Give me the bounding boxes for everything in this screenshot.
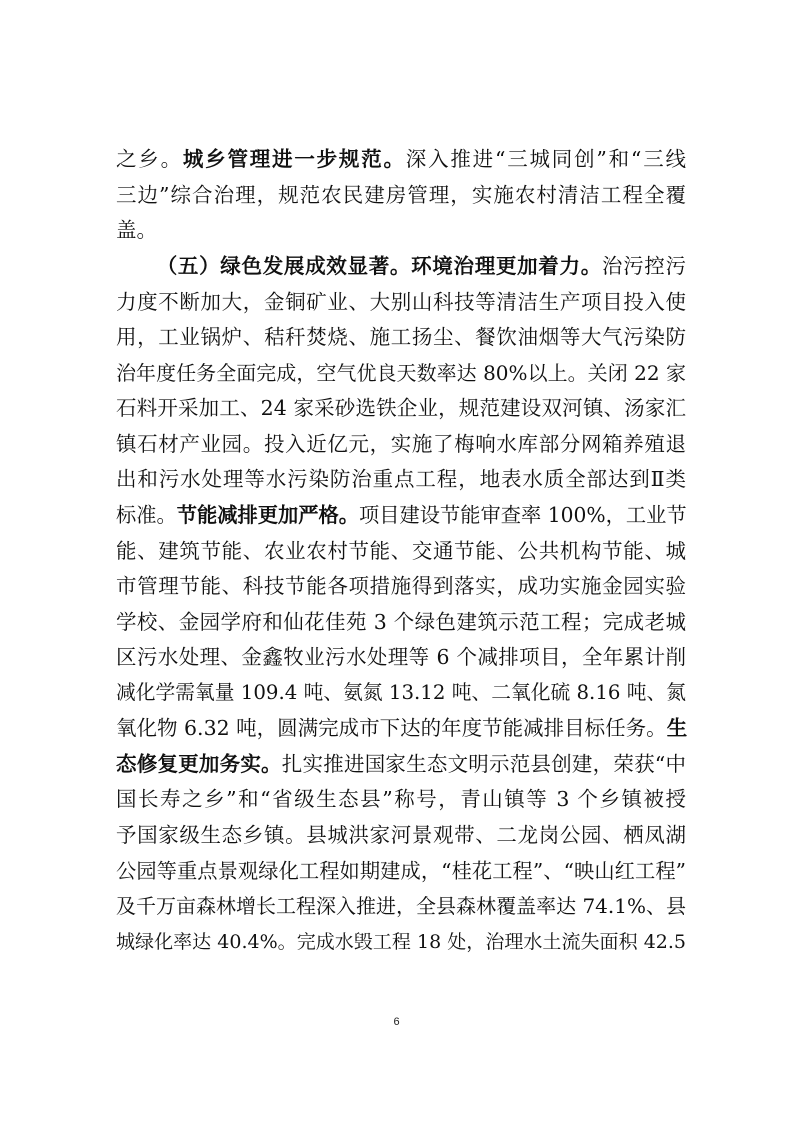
bold-heading-urban-rural-management: 城乡管理进一步规范。: [182, 147, 406, 171]
text-line: 氧化物 6.32 吨，圆满完成市下达的年度节能减排目标任务。生: [116, 716, 688, 740]
text-line: 学校、金园学府和仙花佳苑 3 个绿色建筑示范工程；完成老城: [116, 610, 686, 634]
text-line: 予国家级生态乡镇。县城洪家河景观带、二龙岗公园、栖凤湖: [116, 823, 686, 847]
bold-heading-eco-restoration-start: 生: [666, 716, 688, 740]
page-number: 6: [393, 1016, 400, 1028]
text-line: 之乡。城乡管理进一步规范。深入推进“三城同创”和“三线: [116, 147, 686, 171]
bold-heading-energy-saving: 节能减排更加严格。: [176, 503, 360, 527]
text-line: 城绿化率达 40.4%。完成水毁工程 18 处，治理水土流失面积 42.5: [116, 931, 686, 953]
text-line: 用，工业锅炉、秸秆焚烧、施工扬尘、餐饮油烟等大气污染防: [116, 325, 686, 349]
text-line: 三边”综合治理，规范农民建房管理，实施农村清洁工程全覆: [116, 183, 686, 207]
text-line: 力度不断加大，金铜矿业、大别山科技等清洁生产项目投入使: [116, 290, 686, 314]
text-line: 标准。节能减排更加严格。项目建设节能审查率 100%，工业节: [116, 503, 687, 527]
text-line: 治年度任务全面完成，空气优良天数率达 80%以上。关闭 22 家: [116, 361, 686, 385]
text-line: 国长寿之乡”和“省级生态县”称号，青山镇等 3 个乡镇被授: [116, 787, 686, 811]
text-line: 减化学需氧量 109.4 吨、氨氮 13.12 吨、二氧化硫 8.16 吨、氮: [116, 681, 686, 704]
text-line: 出和污水处理等水污染防治重点工程，地表水质全部达到Ⅱ类: [116, 467, 686, 491]
bold-heading-eco-restoration: 态修复更加务实。: [116, 752, 282, 776]
text-line: 市管理节能、科技节能各项措施得到落实，成功实施金园实验: [116, 574, 686, 598]
text-line: 能、建筑节能、农业农村节能、交通节能、公共机构节能、城: [116, 539, 686, 563]
text-line: 石料开采加工、24 家采砂选铁企业，规范建设双河镇、汤家汇: [116, 396, 686, 420]
text-line: 区污水处理、金鑫牧业污水处理等 6 个减排项目，全年累计削: [116, 645, 686, 669]
text-line: 态修复更加务实。扎实推进国家生态文明示范县创建，荣获“中: [116, 752, 687, 776]
text-line: 镇石材产业园。投入近亿元，实施了梅响水库部分网箱养殖退: [116, 432, 686, 456]
text-line: 及千万亩森林增长工程深入推进，全县森林覆盖率达 74.1%、县: [116, 894, 686, 918]
section-heading-green-development: （五）绿色发展成效显著。环境治理更加着力。: [156, 254, 602, 278]
text-line: 盖。: [116, 218, 157, 242]
text-line: 公园等重点景观绿化工程如期建成，“桂花工程”、“映山红工程”: [116, 859, 686, 883]
text-line: （五）绿色发展成效显著。环境治理更加着力。治污控污: [156, 254, 687, 278]
